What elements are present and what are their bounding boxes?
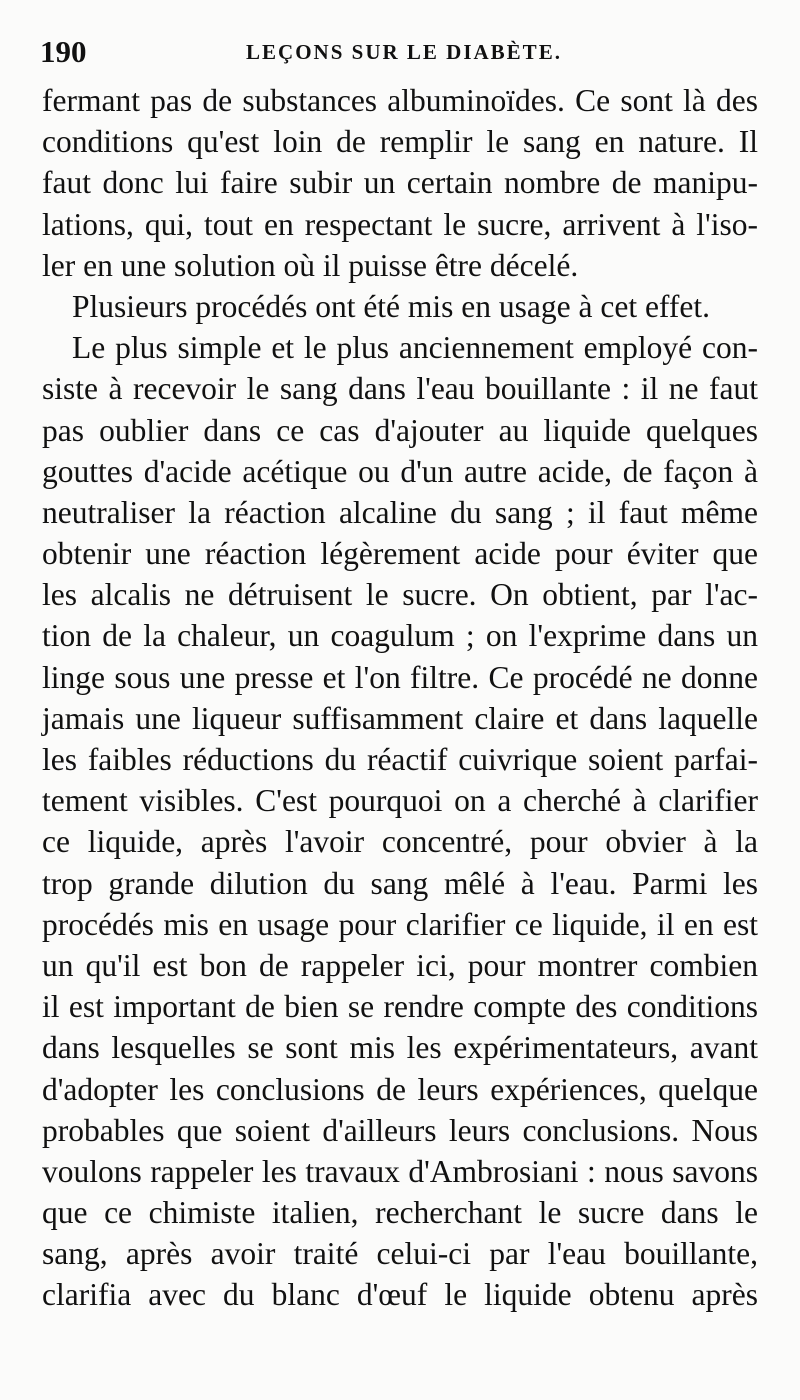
page-number: 190 — [40, 34, 87, 69]
running-head — [40, 30, 760, 74]
text-line: voulons rappeler les travaux d'Ambrosiani : nous savons — [42, 1153, 758, 1189]
text-line: clarifia avec du blanc d'œuf le liquide obtenu après — [42, 1277, 758, 1313]
text-line: conditions qu'est loin de remplir le sang en nature. Il — [42, 124, 758, 160]
body-text — [42, 80, 758, 1316]
text-line: tion de la chaleur, un coagulum ; on l'exprime dans un — [42, 618, 758, 654]
text-line: dans lesquelles se sont mis les expérimentateurs, avant — [42, 1030, 758, 1066]
text-line: jamais une liqueur suffisamment claire et dans laquelle — [42, 700, 758, 736]
text-line: pas oublier dans ce cas d'ajouter au liquide quelques — [42, 412, 758, 448]
text-line: lations, qui, tout en respectant le sucre, arrivent à l'iso- — [42, 206, 758, 242]
text-line: ce liquide, après l'avoir concentré, pour obvier à la — [42, 824, 758, 860]
text-line: que ce chimiste italien, recherchant le sucre dans le — [42, 1195, 758, 1231]
text-line: sang, après avoir traité celui-ci par l'eau bouillante, — [42, 1236, 758, 1272]
running-title: LEÇONS SUR LE DIABÈTE. — [246, 39, 562, 64]
text-line: neutraliser la réaction alcaline du sang ; il faut même — [42, 494, 758, 530]
text-line: il est important de bien se rendre compte des conditions — [42, 989, 758, 1025]
text-line: ler en une solution où il puisse être décelé. — [42, 247, 579, 283]
text-line: Plusieurs procédés ont été mis en usage à cet effet. — [72, 288, 710, 324]
text-line: procédés mis en usage pour clarifier ce liquide, il en est — [42, 906, 758, 942]
text-line: siste à recevoir le sang dans l'eau bouillante : il ne faut — [42, 371, 758, 407]
text-line: faut donc lui faire subir un certain nombre de manipu- — [42, 165, 758, 201]
text-line: les alcalis ne détruisent le sucre. On obtient, par l'ac- — [42, 577, 758, 613]
text-line: d'adopter les conclusions de leurs expériences, quelque — [42, 1071, 758, 1107]
text-line: les faibles réductions du réactif cuivrique soient parfai- — [42, 742, 758, 777]
text-line: tement visibles. C'est pourquoi on a cherché à clarifier — [42, 783, 758, 819]
text-line: fermant pas de substances albuminoïdes. Ce sont là des — [42, 83, 758, 118]
text-line: gouttes d'acide acétique ou d'un autre acide, de façon à — [42, 453, 758, 489]
text-line: probables que soient d'ailleurs leurs conclusions. Nous — [42, 1112, 758, 1148]
text-line: Le plus simple et le plus anciennement employé con- — [72, 330, 758, 366]
text-line: linge sous une presse et l'on filtre. Ce procédé ne donne — [42, 659, 758, 695]
text-line: trop grande dilution du sang mêlé à l'eau. Parmi les — [42, 865, 758, 901]
text-line: un qu'il est bon de rappeler ici, pour montrer combien — [42, 947, 758, 983]
text-line: obtenir une réaction légèrement acide pour éviter que — [42, 536, 758, 572]
